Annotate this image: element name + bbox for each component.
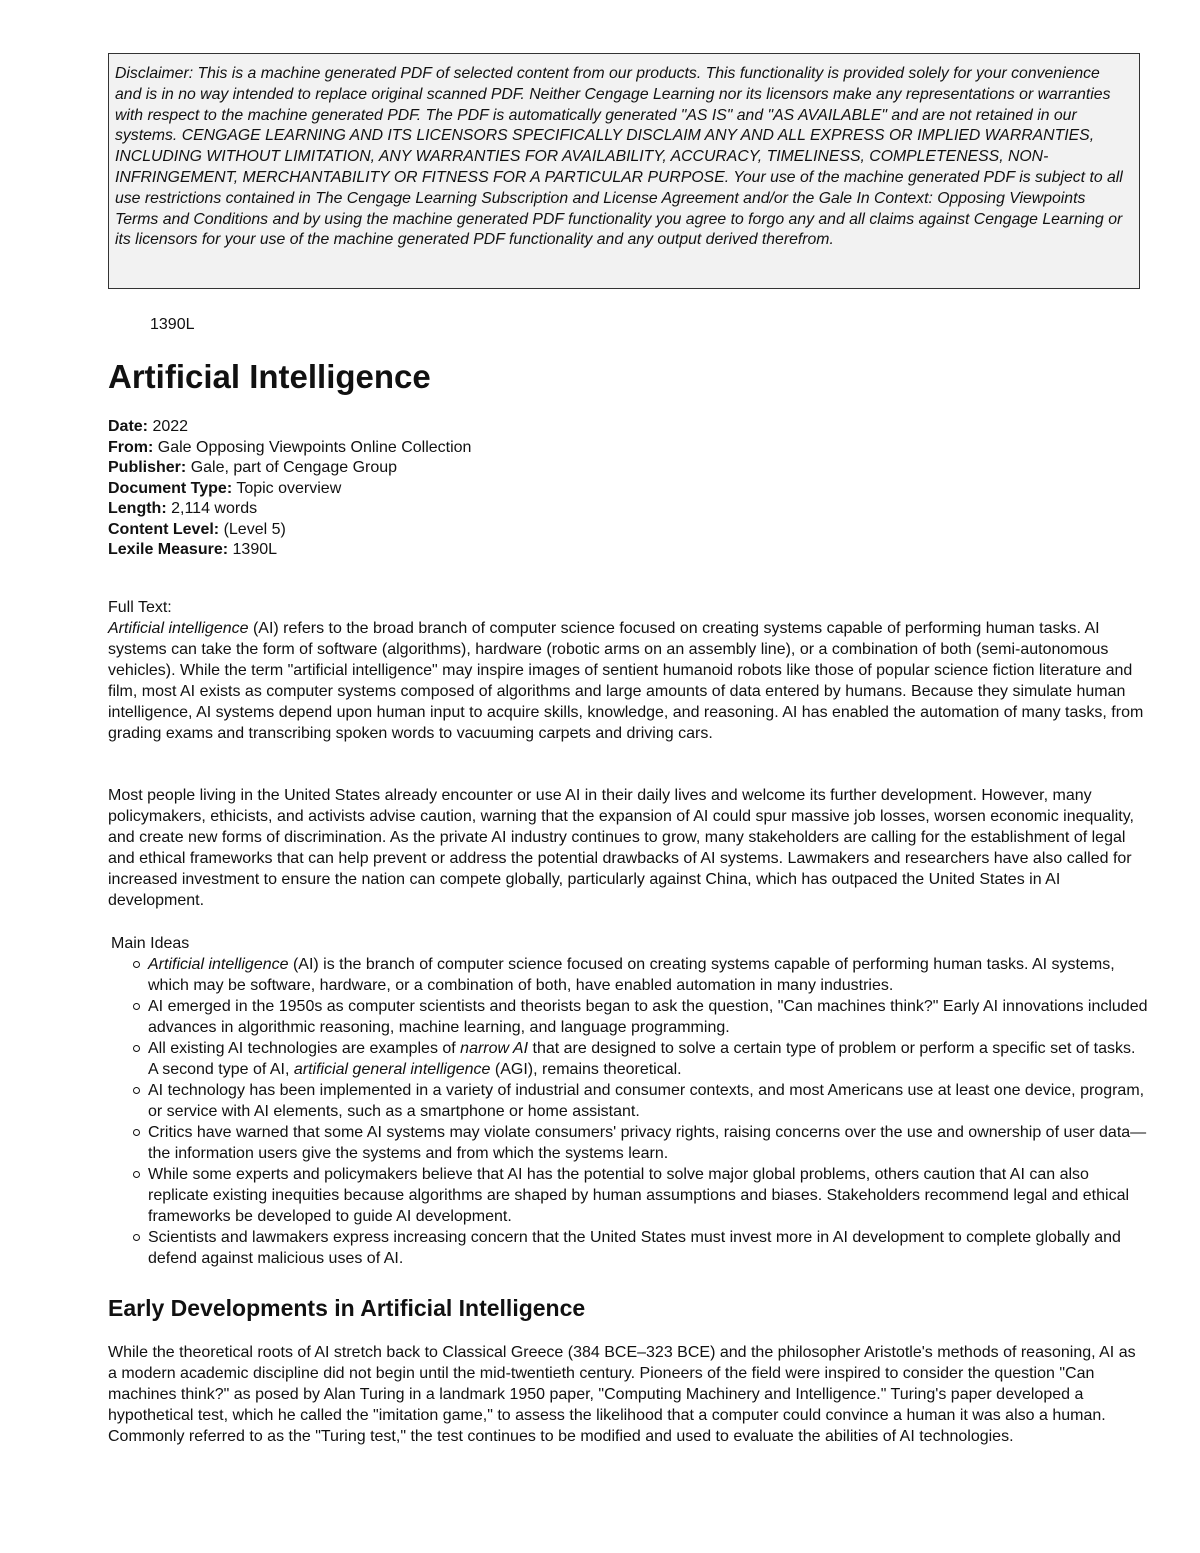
list-item: All existing AI technologies are examples of narrow AI that are designed to solve a certain type of problem or perform a specific set of tasks. A second type of AI, artificial general intelligence (AGI), remains theoretical. — [148, 1038, 1148, 1080]
list-item: Scientists and lawmakers express increasing concern that the United States must invest more in AI development to complete globally and defend against malicious uses of AI. — [148, 1227, 1148, 1269]
list-item: Critics have warned that some AI systems may violate consumers' privacy rights, raising concerns over the use and ownership of user data—the information users give the systems and from which the systems learn. — [148, 1122, 1148, 1164]
disclaimer-text: Disclaimer: This is a machine generated PDF of selected content from our products. This functionality is provided solely for your convenience and is in no way intended to replace original scanned PDF. Neither Cengage Learning nor its licensors make any representations or warranties with respect to the machine generated PDF. The PDF is automatically generated "AS IS" and "AS AVAILABLE" and are not retained in our systems. CENGAGE LEARNING AND ITS LICENSORS SPECIFICALLY DISCLAIM ANY AND ALL EXPRESS OR IMPLIED WARRANTIES, INCLUDING WITHOUT LIMITATION, ANY WARRANTIES FOR AVAILABILITY, ACCURACY, TIMELINESS, COMPLETENESS, NON-INFRINGEMENT, MERCHANTABILITY OR FITNESS FOR A PARTICULAR PURPOSE. Your use of the machine generated PDF is subject to all use restrictions contained in The Cengage Learning Subscription and License Agreement and/or the Gale In Context: Opposing Viewpoints Terms and Conditions and by using the machine generated PDF functionality you agree to forgo any and all claims against Cengage Learning or its licensors for your use of the machine generated PDF functionality and any output derived therefrom. — [115, 65, 1123, 249]
main-ideas-list — [148, 954, 1148, 1269]
meta-date: Date: 2022 — [108, 418, 189, 435]
list-item: AI emerged in the 1950s as computer scientists and theorists began to ask the question, "Can machines think?" Early AI innovations included advances in algorithmic reasoning, machine learning, and language programming. — [148, 996, 1148, 1038]
main-ideas-label: Main Ideas — [111, 935, 190, 952]
bullet-icon — [133, 1171, 140, 1178]
bullet-icon — [133, 1087, 140, 1094]
intro-paragraph: Artificial intelligence (AI) refers to the broad branch of computer science focused on creating systems capable of performing human tasks. AI systems can take the form of software (algorithms), hardware (robotic arms on an assembly line), or a combination of both (semi-autonomous vehicles). While the term "artificial intelligence" may inspire images of sentient humanoid robots like those of popular science fiction literature and film, most AI exists as computer systems composed of algorithms and large amounts of data entered by humans. Because they simulate human intelligence, AI systems depend upon human input to acquire skills, knowledge, and reasoning. AI has enabled the automation of many tasks, from grading exams and transcribing spoken words to vacuuming carpets and driving cars. — [108, 620, 1144, 742]
full-text-label: Full Text: — [108, 599, 172, 616]
list-item: AI technology has been implemented in a variety of industrial and consumer contexts, and most Americans use at least one device, program, or service with AI elements, such as a smartphone or home assistant. — [148, 1080, 1148, 1122]
lexile-measure-header: 1390L — [150, 316, 195, 333]
meta-document-type: Document Type: Topic overview — [108, 479, 342, 497]
article-metadata — [108, 416, 1138, 560]
meta-publisher: Publisher: Gale, part of Cengage Group — [108, 459, 398, 476]
article-title: Artificial Intelligence — [108, 358, 431, 395]
bullet-icon — [133, 961, 140, 968]
section-paragraph: While the theoretical roots of AI stretch back to Classical Greece (384 BCE–323 BCE) and the philosopher Aristotle's methods of reasoning, AI as a modern academic discipline did not begin until the mid-twentieth century. Pioneers of the field were inspired to consider the question "Can machines think?" as posed by Alan Turing in a landmark 1950 paper, "Computing Machinery and Intelligence." Turing's paper developed a hypothetical test, which he called the "imitation game," to assess the likelihood that a computer could convince a human it was also a human. Commonly referred to as the "Turing test," the test continues to be modified and used to evaluate the abilities of AI technologies. — [108, 1344, 1136, 1445]
bullet-icon — [133, 1129, 140, 1136]
bullet-icon — [133, 1003, 140, 1010]
disclaimer-box — [108, 53, 1140, 289]
meta-from: From: Gale Opposing Viewpoints Online Collection — [108, 438, 472, 456]
section-heading: Early Developments in Artificial Intelligence — [108, 1295, 586, 1321]
meta-lexile-measure: Lexile Measure: 1390L — [108, 541, 278, 558]
body-paragraph: Most people living in the United States already encounter or use AI in their daily lives and welcome its further development. However, many policymakers, ethicists, and activists advise caution, warning that the expansion of AI could spur massive job losses, worsen economic inequality, and create new forms of discrimination. As the private AI industry continues to grow, many stakeholders are calling for the establishment of legal and ethical frameworks that can help prevent or address the potential drawbacks of AI systems. Lawmakers and researchers have also called for increased investment to ensure the nation can compete globally, particularly against China, which has outpaced the United States in AI development. — [108, 787, 1134, 909]
meta-content-level: Content Level: (Level 5) — [108, 520, 286, 538]
bullet-icon — [133, 1045, 140, 1052]
meta-length: Length: 2,114 words — [108, 500, 258, 517]
list-item: While some experts and policymakers believe that AI has the potential to solve major global problems, others caution that AI can also replicate existing inequities because algorithms are shaped by human assumptions and biases. Stakeholders recommend legal and ethical frameworks be developed to guide AI development. — [148, 1164, 1148, 1227]
bullet-icon — [133, 1234, 140, 1241]
list-item: Artificial intelligence (AI) is the branch of computer science focused on creating systems capable of performing human tasks. AI systems, which may be software, hardware, or a combination of both, have enabled automation in many industries. — [148, 954, 1148, 996]
